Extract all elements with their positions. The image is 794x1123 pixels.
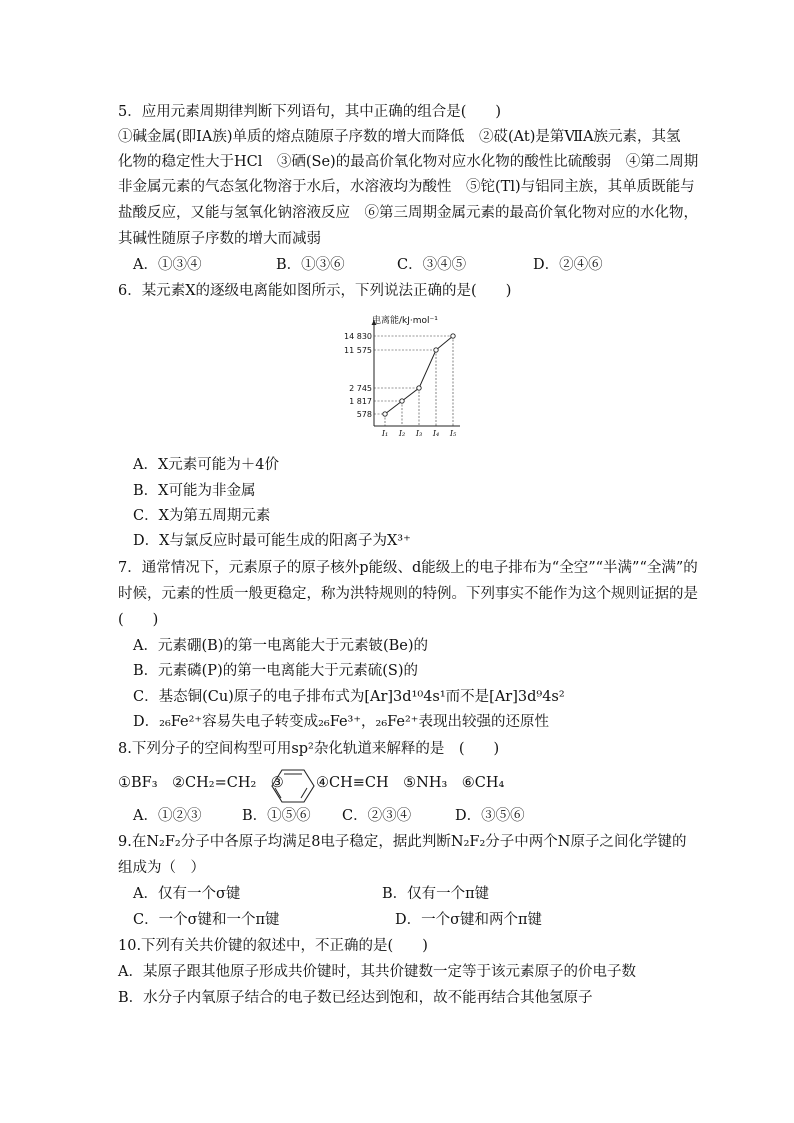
q8-stem: 8.下列分子的空间构型可用sp²杂化轨道来解释的是 ( ): [118, 741, 500, 757]
q10-option-a: A．某原子跟其他原子形成共价键时，其共价键数一定等于该元素原子的价电子数: [118, 964, 636, 980]
y-tick-label: 11 575: [344, 346, 372, 355]
q6-option-b: B．X可能为非金属: [133, 483, 256, 499]
x-tick-label: I₁: [381, 429, 389, 438]
q10-option-b: B．水分子内氧原子结合的电子数已经达到饱和，故不能再结合其他氢原子: [118, 990, 593, 1006]
q5-option-d: D．②④⑥: [533, 257, 603, 273]
q5-line-4: 盐酸反应，又能与氢氧化钠溶液反应 ⑥第三周期金属元素的最高价氧化物对应的水化物，: [118, 205, 698, 221]
q5-stem: 5．应用元素周期律判断下列语句，其中正确的组合是( ): [118, 104, 502, 120]
q5-line-5: 其碱性随原子序数的增大而减弱: [118, 231, 321, 247]
q7-option-d: D．₂₆Fe²⁺容易失电子转变成₂₆Fe³⁺，₂₆Fe²⁺表现出较强的还原性: [133, 714, 549, 730]
data-point: [434, 348, 438, 352]
q5-option-a: A．①③④: [133, 257, 202, 273]
q10-stem: 10.下列有关共价键的叙述中，不正确的是( ): [118, 938, 428, 954]
q9-option-d: D．一个σ键和两个π键: [395, 912, 543, 928]
q8-items-1-3: ①BF₃ ②CH₂=CH₂ ③: [118, 775, 284, 791]
chart-x-tick-labels: [381, 429, 457, 438]
q9-option-b: B．仅有一个π键: [382, 886, 490, 902]
q5-option-b: B．①③⑥: [276, 257, 345, 273]
q8-option-d: D．③⑤⑥: [455, 808, 525, 824]
q9-stem-line-1: 9.在N₂F₂分子中各原子均满足8电子稳定，据此判断N₂F₂分子中两个N原子之间化学键的: [118, 834, 687, 850]
q6-option-a: A．X元素可能为＋4价: [133, 457, 280, 473]
chart-y-axis-label: 电离能/kJ·mol⁻¹: [372, 316, 438, 326]
data-point: [400, 399, 404, 403]
q6-option-c: C．X为第五周期元素: [133, 508, 271, 524]
data-point: [383, 412, 387, 416]
x-tick-label: I₃: [415, 429, 423, 438]
y-tick-label: 2 745: [349, 384, 372, 393]
q7-stem-line-2: 时候，元素的性质一般更稳定，称为洪特规则的特例。下列事实不能作为这个规则证据的是: [118, 586, 698, 602]
q7-option-a: A．元素硼(B)的第一电离能大于元素铍(Be)的: [133, 638, 428, 654]
q7-stem-line-1: 7．通常情况下，元素原子的原子核外p能级、d能级上的电子排布为“全空”“半满”“全满”的: [118, 560, 698, 576]
q9-option-c: C．一个σ键和一个π键: [133, 912, 280, 928]
y-tick-label: 578: [356, 410, 372, 419]
q9-option-a: A．仅有一个σ键: [133, 886, 241, 902]
q7-option-c: C．基态铜(Cu)原子的电子排布式为[Ar]3d¹⁰4s¹而不是[Ar]3d⁹4s²: [133, 689, 565, 705]
q7-stem-line-3: ( ): [118, 612, 159, 628]
chart-y-tick-labels: [344, 332, 372, 419]
y-tick-label: 1 817: [349, 397, 372, 406]
data-point: [417, 386, 421, 390]
q9-stem-line-2: 组成为（ ）: [118, 860, 205, 876]
q8-items-4-6: ④CH≡CH ⑤NH₃ ⑥CH₄: [316, 775, 505, 791]
q7-option-b: B．元素磷(P)的第一电离能大于元素硫(S)的: [133, 663, 418, 679]
x-tick-label: I₄: [432, 429, 440, 438]
q6-option-d: D．X与氯反应时最可能生成的阳离子为X³⁺: [133, 533, 411, 549]
q5-line-1: ①碱金属(即ⅠA族)单质的熔点随原子序数的增大而降低 ②砹(At)是第ⅦA族元素，其氢: [118, 129, 681, 145]
x-tick-label: I₂: [398, 429, 406, 438]
data-point: [451, 334, 455, 338]
q5-option-c: C．③④⑤: [397, 257, 467, 273]
benzene-structure-icon: [270, 766, 316, 806]
q8-option-a: A．①②③: [133, 808, 202, 824]
q5-line-2: 化物的稳定性大于HCl ③硒(Se)的最高价氧化物对应水化物的酸性比硫酸弱 ④第二周期: [118, 154, 699, 170]
x-tick-label: I₅: [449, 429, 457, 438]
y-tick-label: 14 830: [344, 332, 372, 341]
q5-line-3: 非金属元素的气态氢化物溶于水后，水溶液均为酸性 ⑤铊(Tl)与铝同主族，其单质既能与: [118, 179, 695, 195]
ionization-energy-chart: [330, 312, 465, 442]
q6-stem: 6．某元素X的逐级电离能如图所示，下列说法正确的是( ): [118, 283, 512, 299]
q8-option-b: B．①⑤⑥: [242, 808, 311, 824]
q8-option-c: C．②③④: [342, 808, 412, 824]
